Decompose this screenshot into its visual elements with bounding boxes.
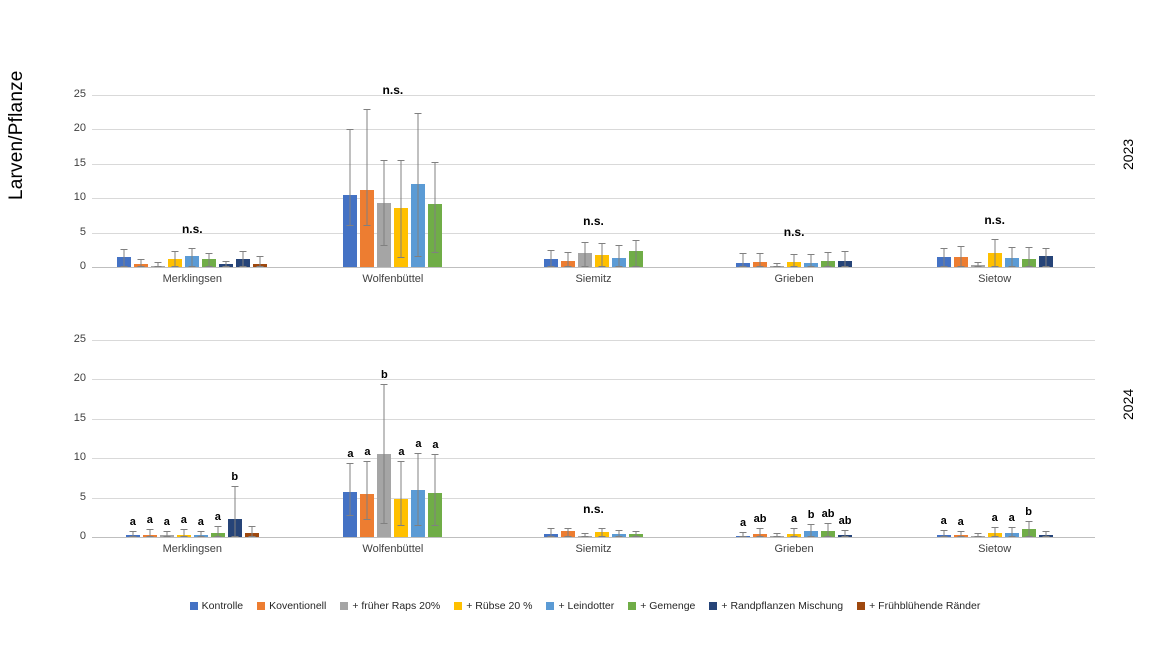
error-bar bbox=[200, 531, 201, 537]
legend-item[interactable] bbox=[709, 600, 843, 612]
error-bar bbox=[350, 463, 351, 516]
y-tick-label-20: 20 bbox=[73, 372, 86, 385]
significance-letter: a bbox=[415, 438, 422, 451]
y-tick-label-15: 15 bbox=[73, 411, 86, 424]
error-bar bbox=[567, 528, 568, 537]
bar-item[interactable] bbox=[411, 438, 425, 537]
bar-group bbox=[92, 340, 293, 555]
legend-label: + Rübse 20 % bbox=[466, 600, 533, 612]
error-bar bbox=[550, 250, 551, 267]
bar-item[interactable] bbox=[804, 263, 818, 267]
bar-item[interactable] bbox=[954, 257, 968, 267]
error-bar bbox=[1045, 531, 1046, 537]
significance-letter: a bbox=[163, 515, 170, 528]
error-bar bbox=[401, 461, 402, 526]
error-bar bbox=[845, 530, 846, 537]
bar-item[interactable] bbox=[954, 515, 968, 537]
bar-item[interactable] bbox=[988, 253, 1002, 267]
y-tick-label-5: 5 bbox=[79, 490, 86, 503]
bars bbox=[92, 340, 293, 537]
bar-item[interactable] bbox=[787, 262, 801, 267]
category-label: Merklingsen bbox=[162, 273, 222, 285]
bar-item[interactable] bbox=[629, 534, 643, 537]
bar-item[interactable] bbox=[753, 512, 767, 537]
legend-item[interactable] bbox=[546, 600, 614, 612]
error-bar bbox=[794, 254, 795, 267]
bar-group bbox=[293, 82, 494, 285]
bar-item[interactable] bbox=[595, 532, 609, 537]
category-label: Grieben bbox=[774, 543, 814, 555]
bar-item[interactable] bbox=[377, 369, 391, 537]
bar-item[interactable] bbox=[160, 515, 174, 537]
error-bar bbox=[401, 160, 402, 258]
error-bar bbox=[175, 251, 176, 267]
error-bar bbox=[777, 263, 778, 267]
significance-letter: a bbox=[146, 514, 153, 527]
legend-item[interactable] bbox=[454, 600, 532, 612]
error-bar bbox=[550, 528, 551, 537]
gridline-0 bbox=[92, 267, 1095, 268]
significance-letter: b bbox=[231, 470, 239, 483]
bar-item[interactable] bbox=[394, 446, 408, 537]
bar-item[interactable] bbox=[236, 259, 250, 267]
category-label: Grieben bbox=[774, 273, 814, 285]
bar-item[interactable] bbox=[126, 516, 140, 537]
significance-letter: a bbox=[197, 515, 204, 528]
error-bar bbox=[811, 254, 812, 267]
bar-item[interactable] bbox=[612, 258, 626, 267]
error-bar bbox=[994, 239, 995, 267]
error-bar bbox=[243, 251, 244, 267]
error-bar bbox=[618, 530, 619, 537]
ns-label: n.s. bbox=[783, 225, 805, 240]
bar-item[interactable] bbox=[787, 512, 801, 537]
significance-letter: a bbox=[214, 510, 221, 523]
legend-swatch bbox=[857, 602, 865, 610]
error-bar bbox=[166, 531, 167, 537]
bar-item[interactable] bbox=[428, 439, 442, 537]
category-label: Wolfenbüttel bbox=[362, 273, 424, 285]
bar-item[interactable] bbox=[937, 257, 951, 267]
bars bbox=[694, 95, 895, 267]
bars bbox=[493, 95, 694, 267]
bar-item[interactable] bbox=[360, 445, 374, 537]
bars bbox=[293, 95, 494, 267]
legend-label: + Leindotter bbox=[558, 600, 615, 612]
bar-item[interactable] bbox=[595, 255, 609, 267]
error-bar bbox=[1011, 247, 1012, 267]
error-bar bbox=[635, 240, 636, 267]
error-bar bbox=[960, 531, 961, 537]
error-bar bbox=[977, 533, 978, 537]
panel-year-2024: 2024 bbox=[1120, 388, 1136, 420]
significance-letter: b bbox=[1025, 506, 1033, 519]
y-tick-label-20: 20 bbox=[73, 122, 86, 135]
significance-letter: a bbox=[940, 514, 947, 527]
significance-letter: a bbox=[398, 446, 405, 459]
error-bar bbox=[132, 531, 133, 537]
bar-group bbox=[493, 340, 694, 555]
legend-label: Koventionell bbox=[269, 600, 327, 612]
gridline-0 bbox=[92, 537, 1095, 538]
significance-letter: b bbox=[807, 509, 815, 522]
bar-group bbox=[293, 340, 494, 555]
bar-item[interactable] bbox=[343, 447, 357, 537]
bar-item[interactable] bbox=[143, 514, 157, 537]
error-bar bbox=[418, 113, 419, 257]
bar-item[interactable] bbox=[168, 259, 182, 267]
significance-letter: b bbox=[381, 369, 388, 382]
error-bar bbox=[760, 253, 761, 267]
error-bar bbox=[977, 262, 978, 267]
error-bar bbox=[943, 248, 944, 267]
y-tick-label-25: 25 bbox=[73, 333, 86, 345]
bar-group bbox=[92, 95, 293, 285]
error-bar bbox=[635, 531, 636, 537]
bar-groups bbox=[92, 340, 1095, 555]
error-bar bbox=[260, 256, 261, 267]
y-tick-label-10: 10 bbox=[73, 191, 86, 204]
error-bar bbox=[760, 528, 761, 537]
y-tick-label-10: 10 bbox=[73, 451, 86, 464]
bar-item[interactable] bbox=[937, 514, 951, 537]
bar-item[interactable] bbox=[1039, 256, 1053, 267]
bar-item[interactable] bbox=[177, 514, 191, 537]
error-bar bbox=[960, 246, 961, 267]
bar-item[interactable] bbox=[578, 536, 592, 537]
bar-item[interactable] bbox=[544, 259, 558, 267]
error-bar bbox=[158, 262, 159, 267]
bar-item[interactable] bbox=[1039, 535, 1053, 537]
error-bar bbox=[367, 461, 368, 520]
y-axis-title: Larven/Pflanze bbox=[6, 70, 27, 200]
bar-groups bbox=[92, 82, 1095, 285]
significance-letter: ab bbox=[753, 512, 767, 525]
error-bar bbox=[234, 486, 235, 537]
error-bar bbox=[584, 242, 585, 267]
error-bar bbox=[743, 253, 744, 267]
bar-item[interactable] bbox=[561, 261, 575, 267]
bar-item[interactable] bbox=[821, 261, 835, 267]
bar-item[interactable] bbox=[578, 253, 592, 267]
error-bar bbox=[828, 523, 829, 537]
category-label: Sietow bbox=[978, 273, 1012, 285]
bar-item[interactable] bbox=[394, 208, 408, 267]
y-tick-label-5: 5 bbox=[79, 225, 86, 238]
significance-letter: ab bbox=[838, 515, 852, 528]
legend-swatch bbox=[546, 602, 554, 610]
error-bar bbox=[435, 454, 436, 526]
error-bar bbox=[811, 524, 812, 537]
category-label: Siemitz bbox=[575, 273, 612, 285]
legend-label: Kontrolle bbox=[201, 600, 244, 612]
bars bbox=[694, 340, 895, 537]
significance-letter: a bbox=[1008, 511, 1015, 524]
error-bar bbox=[251, 526, 252, 537]
ns-label: n.s. bbox=[181, 221, 203, 236]
y-tick-label-0: 0 bbox=[79, 260, 86, 272]
significance-letter: ab bbox=[821, 507, 835, 520]
error-bar bbox=[584, 533, 585, 537]
bar-item[interactable] bbox=[804, 509, 818, 537]
bar-item[interactable] bbox=[612, 534, 626, 537]
error-bar bbox=[618, 245, 619, 267]
bar-item[interactable] bbox=[185, 256, 199, 267]
bar-group bbox=[694, 95, 895, 285]
bar-item[interactable] bbox=[134, 264, 148, 267]
bar-item[interactable] bbox=[253, 264, 267, 267]
bar-item[interactable] bbox=[629, 251, 643, 267]
error-bar bbox=[567, 252, 568, 267]
significance-letter: a bbox=[180, 514, 187, 527]
legend-label: + Randpflanzen Mischung bbox=[721, 600, 844, 612]
error-bar bbox=[192, 248, 193, 267]
error-bar bbox=[209, 253, 210, 267]
chart-legend bbox=[0, 600, 1170, 612]
bars bbox=[293, 340, 494, 537]
bar-item[interactable] bbox=[988, 512, 1002, 537]
plot-area-2024 bbox=[70, 333, 1095, 565]
significance-letter: a bbox=[364, 445, 371, 458]
bar-item[interactable] bbox=[219, 264, 233, 267]
chart-panel-2024 bbox=[70, 333, 1095, 565]
error-bar bbox=[367, 109, 368, 226]
bar-item[interactable] bbox=[117, 257, 131, 267]
bar-item[interactable] bbox=[245, 533, 259, 537]
bar-item[interactable] bbox=[194, 515, 208, 537]
ns-label: n.s. bbox=[382, 82, 404, 97]
error-bar bbox=[777, 533, 778, 537]
panel-year-2023: 2023 bbox=[1120, 138, 1136, 170]
y-tick-label-0: 0 bbox=[79, 530, 86, 542]
bar-group bbox=[694, 340, 895, 555]
bars bbox=[894, 340, 1095, 537]
significance-letter: a bbox=[129, 516, 136, 529]
legend-swatch bbox=[340, 602, 348, 610]
bar-item[interactable] bbox=[377, 203, 391, 267]
bar-item[interactable] bbox=[202, 259, 216, 267]
bar-group bbox=[493, 95, 694, 285]
bar-item[interactable] bbox=[1022, 259, 1036, 267]
bars bbox=[92, 95, 293, 267]
category-label: Wolfenbüttel bbox=[362, 543, 424, 555]
bar-item[interactable] bbox=[838, 515, 852, 537]
error-bar bbox=[350, 129, 351, 225]
error-bar bbox=[435, 162, 436, 254]
significance-letter: a bbox=[432, 439, 439, 452]
legend-swatch bbox=[628, 602, 636, 610]
significance-letter: a bbox=[347, 447, 354, 460]
error-bar bbox=[384, 384, 385, 523]
bar-item[interactable] bbox=[411, 184, 425, 267]
bar-item[interactable] bbox=[428, 204, 442, 267]
legend-label: + Frühblühende Ränder bbox=[869, 600, 981, 612]
category-label: Sietow bbox=[978, 543, 1012, 555]
bar-item[interactable] bbox=[1005, 511, 1019, 537]
legend-swatch bbox=[257, 602, 265, 610]
error-bar bbox=[994, 527, 995, 537]
significance-letter: a bbox=[791, 512, 798, 525]
error-bar bbox=[1045, 248, 1046, 267]
error-bar bbox=[828, 252, 829, 267]
error-bar bbox=[418, 453, 419, 525]
significance-letter: a bbox=[957, 515, 964, 528]
legend-item[interactable] bbox=[628, 600, 695, 612]
bar-item[interactable] bbox=[736, 263, 750, 267]
y-tick-label-25: 25 bbox=[73, 88, 86, 100]
bar-item[interactable] bbox=[736, 517, 750, 537]
error-bar bbox=[1028, 521, 1029, 537]
legend-item[interactable] bbox=[257, 600, 326, 612]
legend-swatch bbox=[454, 602, 462, 610]
bar-item[interactable] bbox=[1022, 506, 1036, 537]
error-bar bbox=[226, 261, 227, 267]
error-bar bbox=[217, 526, 218, 537]
bar-item[interactable] bbox=[360, 190, 374, 267]
bar-item[interactable] bbox=[838, 261, 852, 267]
error-bar bbox=[743, 532, 744, 537]
legend-label: + früher Raps 20% bbox=[352, 600, 441, 612]
legend-item[interactable] bbox=[340, 600, 440, 612]
legend-label: + Gemenge bbox=[640, 600, 696, 612]
legend-item[interactable] bbox=[857, 600, 980, 612]
bar-item[interactable] bbox=[770, 536, 784, 537]
ns-label: n.s. bbox=[583, 502, 604, 517]
bar-item[interactable] bbox=[343, 195, 357, 267]
bar-item[interactable] bbox=[971, 536, 985, 537]
bar-item[interactable] bbox=[544, 534, 558, 537]
category-label: Siemitz bbox=[575, 543, 612, 555]
legend-swatch bbox=[709, 602, 717, 610]
error-bar bbox=[149, 529, 150, 537]
significance-letter: a bbox=[740, 517, 747, 530]
bars bbox=[894, 95, 1095, 267]
bar-group bbox=[894, 95, 1095, 285]
error-bar bbox=[601, 243, 602, 267]
error-bar bbox=[1011, 527, 1012, 537]
legend-item[interactable] bbox=[190, 600, 243, 612]
plot-area-2023 bbox=[70, 82, 1095, 295]
bar-item[interactable] bbox=[753, 262, 767, 267]
ns-label: n.s. bbox=[583, 214, 604, 229]
ns-label: n.s. bbox=[984, 213, 1006, 228]
significance-letter: a bbox=[991, 512, 998, 525]
error-bar bbox=[601, 528, 602, 537]
error-bar bbox=[943, 530, 944, 537]
bar-group bbox=[894, 340, 1095, 555]
error-bar bbox=[794, 528, 795, 537]
error-bar bbox=[845, 251, 846, 267]
error-bar bbox=[1028, 247, 1029, 267]
error-bar bbox=[141, 259, 142, 267]
y-tick-label-15: 15 bbox=[73, 156, 86, 169]
legend-swatch bbox=[190, 602, 198, 610]
error-bar bbox=[183, 529, 184, 537]
bar-item[interactable] bbox=[821, 507, 835, 537]
category-label: Merklingsen bbox=[162, 543, 222, 555]
bar-item[interactable] bbox=[1005, 258, 1019, 267]
chart-panel-2023 bbox=[70, 82, 1095, 295]
bar-item[interactable] bbox=[211, 510, 225, 537]
error-bar bbox=[384, 160, 385, 246]
bar-item[interactable] bbox=[971, 265, 985, 267]
bar-item[interactable] bbox=[228, 470, 242, 537]
bar-item[interactable] bbox=[770, 266, 784, 267]
bar-item[interactable] bbox=[151, 266, 165, 267]
error-bar bbox=[124, 249, 125, 267]
bar-item[interactable] bbox=[561, 531, 575, 537]
